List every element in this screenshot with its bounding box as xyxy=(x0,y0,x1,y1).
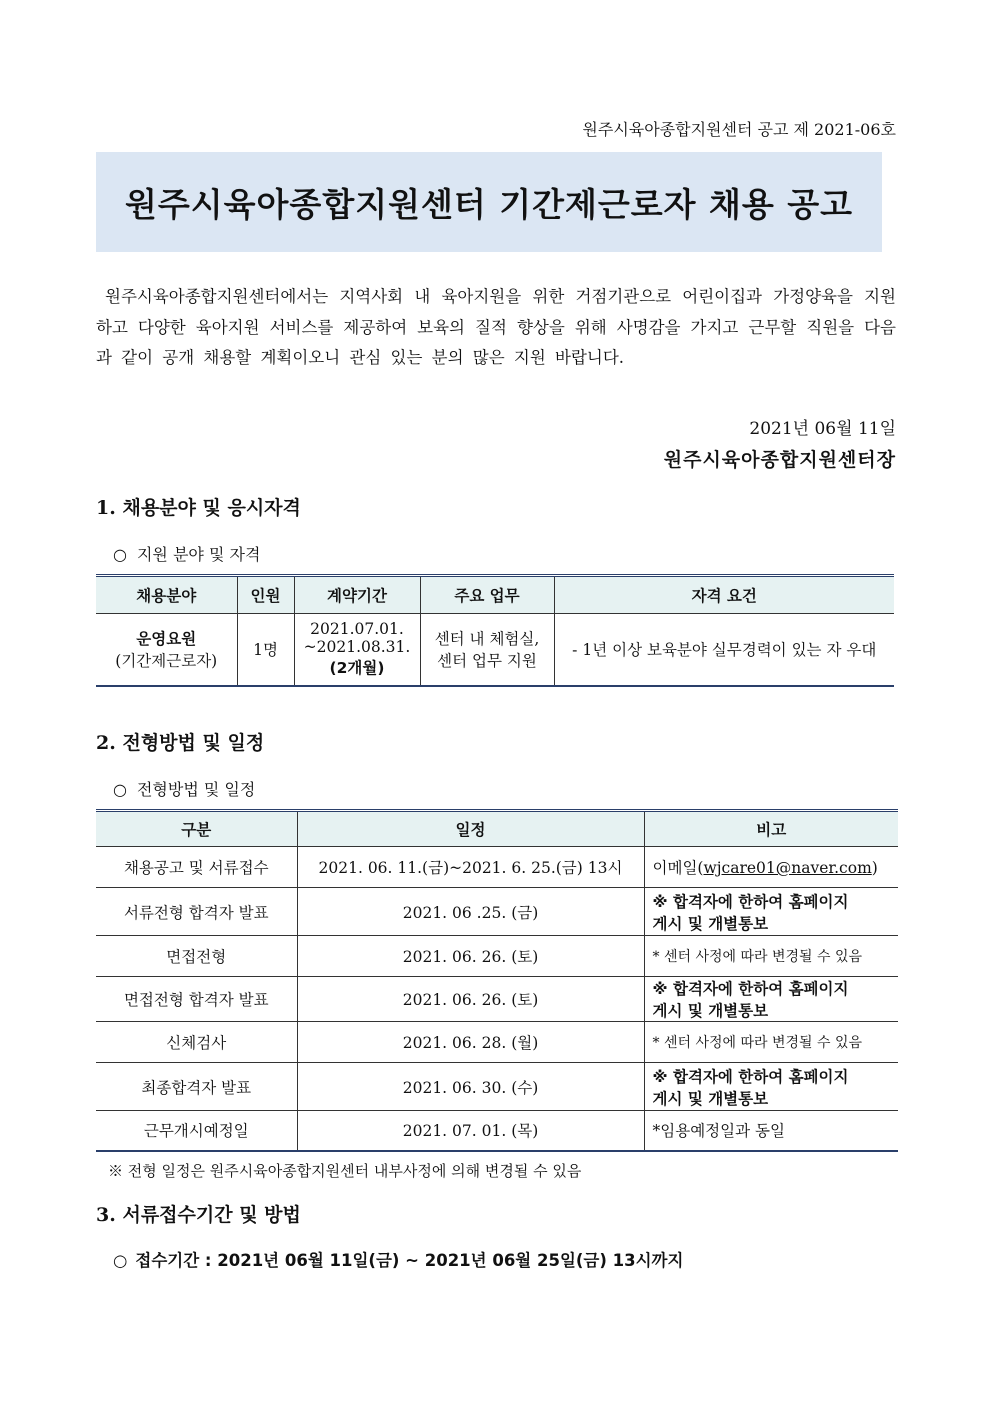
cell-period xyxy=(294,614,420,686)
title-banner xyxy=(96,152,882,252)
notice-number: 원주시육아종합지원센터 공고 제 2021-06호 xyxy=(582,120,896,139)
col-header-qualification: 자격 요건 xyxy=(554,576,894,614)
cell-note xyxy=(644,977,898,1022)
cell-schedule: 2021. 06. 11.(금)~2021. 6. 25.(금) 13시 xyxy=(297,847,644,888)
cell-category: 최종합격자 발표 xyxy=(96,1063,297,1111)
section2-heading xyxy=(96,728,264,755)
schedule-table xyxy=(96,809,898,1152)
period-end: ~2021.08.31. xyxy=(303,638,411,657)
table-header-row xyxy=(96,811,898,847)
period-length: (2개월) xyxy=(329,659,385,678)
section2-sub-text: 전형방법 및 일정 xyxy=(136,780,256,799)
table-row xyxy=(96,1111,898,1151)
section1-subheading xyxy=(113,542,260,565)
cell-schedule: 2021. 06. 28. (월) xyxy=(297,1022,644,1063)
application-period-text: 접수기간 : 2021년 06월 11일(금) ~ 2021년 06월 25일(금) 13시까지 xyxy=(135,1251,684,1270)
note-line-1: ※ 합격자에 한하여 홈페이지 xyxy=(652,980,849,998)
section3-heading-number: 3. xyxy=(96,1204,116,1226)
note-line-1: ※ 합격자에 한하여 홈페이지 xyxy=(652,1067,849,1086)
note-line-1: ※ 합격자에 한하여 홈페이지 xyxy=(652,892,849,911)
table-row xyxy=(96,936,898,977)
cell-category: 면접전형 합격자 발표 xyxy=(96,977,297,1022)
col-header-category: 구분 xyxy=(96,811,297,847)
cell-schedule: 2021. 07. 01. (목) xyxy=(297,1111,644,1151)
circle-bullet: ○ xyxy=(113,545,127,564)
cell-category: 서류전형 합격자 발표 xyxy=(96,888,297,936)
cell-duty xyxy=(420,614,554,686)
cell-category: 채용공고 및 서류접수 xyxy=(96,847,297,888)
cell-note xyxy=(644,888,898,936)
col-header-count: 인원 xyxy=(237,576,294,614)
section3-heading xyxy=(96,1200,301,1227)
intro-paragraph: 원주시육아종합지원센터에서는 지역사회 내 육아지원을 위한 거점기관으로 어린이집과 가정양육을 지원하고 다양한 육아지원 서비스를 제공하여 보육의 질적 향상을 위해 사명감을 가지고 근무할 직원을 다음과 같이 공개 채용할 계획이오니 관심 있는 분의 많은 지원 바랍니다. xyxy=(96,287,896,367)
table-row xyxy=(96,888,898,936)
section1-heading xyxy=(96,493,301,520)
cell-note xyxy=(644,1063,898,1111)
cell-category: 면접전형 xyxy=(96,936,297,977)
section3-heading-text: 서류접수기간 및 방법 xyxy=(122,1204,301,1226)
note-text: 이메일( xyxy=(652,859,704,877)
cell-note: * 센터 사정에 따라 변경될 수 있음 xyxy=(644,936,898,977)
col-header-duty: 주요 업무 xyxy=(420,576,554,614)
circle-bullet: ○ xyxy=(113,780,127,799)
section2-subheading xyxy=(113,777,255,800)
cell-category: 신체검사 xyxy=(96,1022,297,1063)
email-link[interactable]: wjcare01@naver.com xyxy=(703,859,872,877)
note-line-2: 게시 및 개별통보 xyxy=(652,1089,769,1108)
section1-heading-number: 1. xyxy=(96,497,116,519)
table-row xyxy=(96,977,898,1022)
duty-line-1: 센터 내 체험실, xyxy=(434,630,540,649)
cell-qualification: - 1년 이상 보육분야 실무경력이 있는 자 우대 xyxy=(554,614,894,686)
cell-note: * 센터 사정에 따라 변경될 수 있음 xyxy=(644,1022,898,1063)
period-start: 2021.07.01. xyxy=(310,620,404,639)
table-row xyxy=(96,614,894,686)
schedule-footnote: ※ 전형 일정은 원주시육아종합지원센터 내부사정에 의해 변경될 수 있음 xyxy=(108,1162,582,1180)
note-text: ) xyxy=(871,859,878,877)
signer: 원주시육아종합지원센터장 xyxy=(663,449,896,471)
notice-date: 2021년 06월 11일 xyxy=(749,419,896,439)
cell-schedule: 2021. 06 .25. (금) xyxy=(297,888,644,936)
col-header-schedule: 일정 xyxy=(297,811,644,847)
recruitment-table xyxy=(96,574,894,687)
field-note: (기간제근로자) xyxy=(115,652,218,671)
cell-field xyxy=(96,614,237,686)
note-line-2: 게시 및 개별통보 xyxy=(652,1002,769,1020)
col-header-period: 계약기간 xyxy=(294,576,420,614)
note-line-2: 게시 및 개별통보 xyxy=(652,914,769,933)
cell-count: 1명 xyxy=(237,614,294,686)
page-title: 원주시육아종합지원센터 기간제근로자 채용 공고 xyxy=(125,184,853,224)
table-row xyxy=(96,1022,898,1063)
field-name: 운영요원 xyxy=(136,630,197,649)
application-period xyxy=(113,1247,683,1271)
section1-sub-text: 지원 분야 및 자격 xyxy=(136,545,261,564)
cell-note: *임용예정일과 동일 xyxy=(644,1111,898,1151)
duty-line-2: 센터 업무 지원 xyxy=(437,652,537,671)
cell-category: 근무개시예정일 xyxy=(96,1111,297,1151)
section2-heading-number: 2. xyxy=(96,732,116,754)
section2-heading-text: 전형방법 및 일정 xyxy=(122,732,265,754)
table-row xyxy=(96,1063,898,1111)
cell-schedule: 2021. 06. 30. (수) xyxy=(297,1063,644,1111)
cell-schedule: 2021. 06. 26. (토) xyxy=(297,977,644,1022)
col-header-field: 채용분야 xyxy=(96,576,237,614)
table-row xyxy=(96,847,898,888)
section1-heading-text: 채용분야 및 응시자격 xyxy=(122,497,301,519)
cell-schedule: 2021. 06. 26. (토) xyxy=(297,936,644,977)
table-header-row xyxy=(96,576,894,614)
circle-bullet: ○ xyxy=(113,1251,128,1270)
col-header-note: 비고 xyxy=(644,811,898,847)
cell-note xyxy=(644,847,898,888)
